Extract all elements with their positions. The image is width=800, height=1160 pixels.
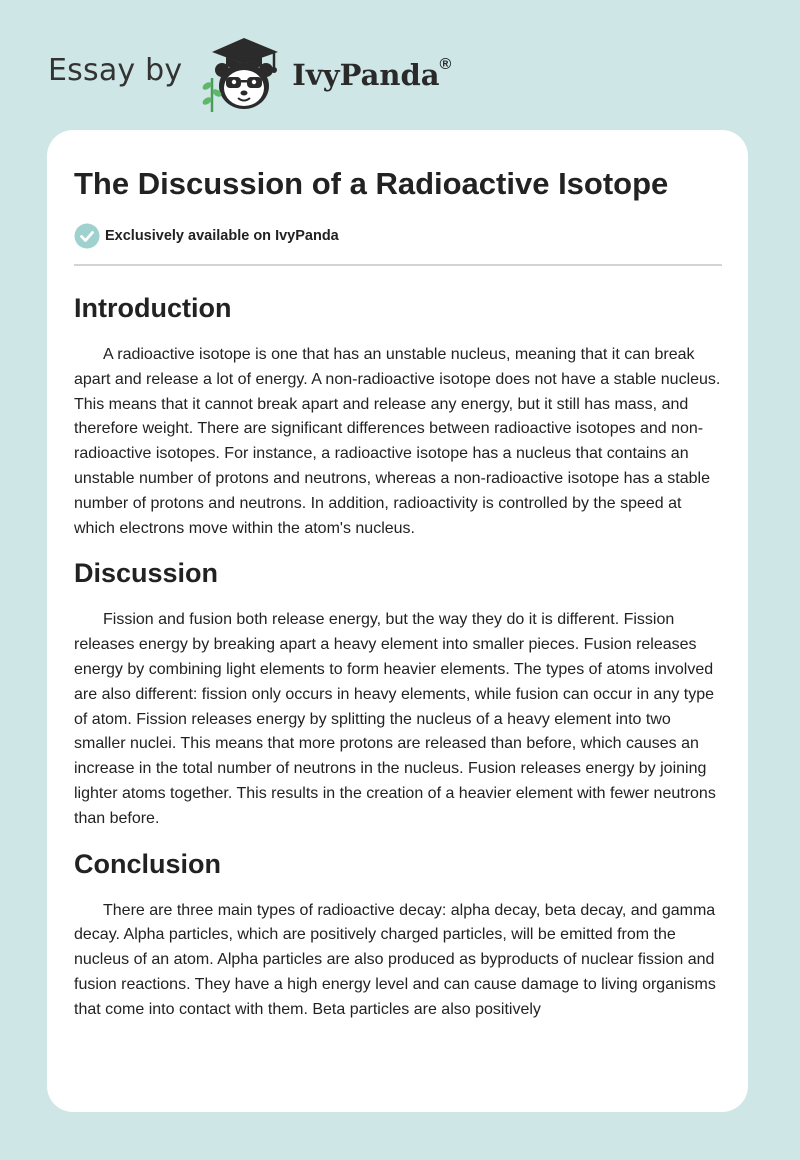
panda-logo-icon [198,30,290,114]
exclusive-badge-text: Exclusively available on IvyPanda [105,228,339,244]
section-heading-conclusion: Conclusion [74,848,221,879]
site-brand[interactable] [48,30,451,114]
exclusive-badge [74,222,722,250]
essay-card [47,130,748,1112]
title-divider [74,264,722,266]
check-circle-icon [74,223,100,249]
section-body-introduction: A radioactive isotope is one that has an unstable nucleus, meaning that it can break apart and release a lot of energy. A non-radioactive isotope does not have a stable nucleus. This means that it cannot break apart and release any energy, but it still has mass, and therefore weight. There are significant differences between radioactive isotopes and non-radioactive isotopes. For instance, a radioactive isotope has a nucleus that contains an unstable number of protons and neutrons, whereas a non-radioactive isotope has a stable number of protons and neutrons. In addition, radioactivity is controlled by the speed at which electrons move within the atom's nucleus. [74,346,721,537]
essay-title: The Discussion of a Radioactive Isotope [74,166,669,201]
section-body-discussion: Fission and fusion both release energy, but the way they do it is different. Fission releases energy by breaking apart a heavy element into smaller pieces. Fusion releases energy by combining light elements to form heavier elements. The types of atoms involved are also different: fission only occurs in heavy elements, while fusion can occur in any type of atom. Fission releases energy by splitting the nucleus of a heavy element into two smaller nuclei. This means that more protons are released than before, which causes an increase in the total number of neutrons in the nucleus. Fusion releases energy by joining lighter atoms together. This results in the creation of a heavier element with fewer neutrons than before. [74,611,716,827]
section-heading-discussion: Discussion [74,558,219,589]
section-heading-introduction: Introduction [74,293,232,323]
brand-name: IvyPanda® [292,56,452,92]
section-body-conclusion: There are three main types of radioactive decay: alpha decay, beta decay, and gamma decay. Alpha particles, which are positively charged particles, will be emitted from the nucleus of an atom. Alpha particles are also produced as byproducts of nuclear fission and fusion reactions. They have a high energy level and can cause damage to living organisms that come into contact with them. Beta particles are also positively [74,901,716,1018]
brand-registered-mark: ® [439,56,452,73]
brand-prefix: Essay by [48,52,183,88]
